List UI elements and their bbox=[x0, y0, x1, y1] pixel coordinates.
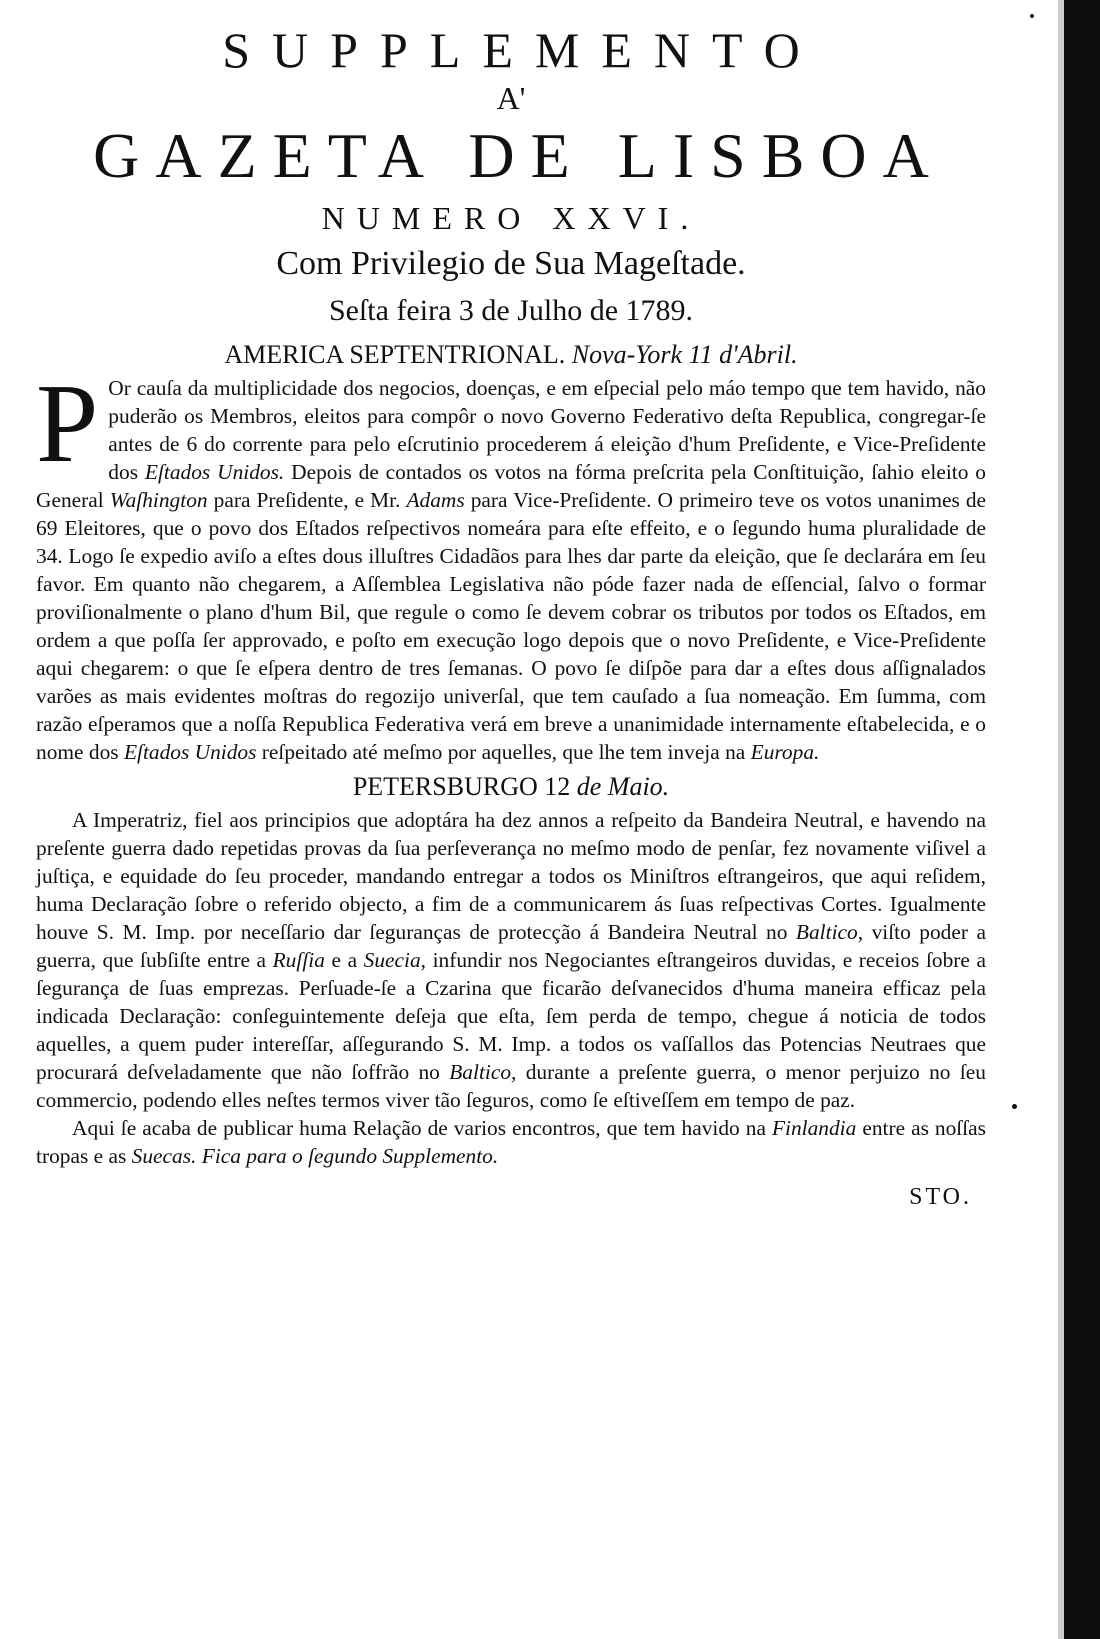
issue-number: NUMERO XXVI. bbox=[321, 200, 701, 236]
heading-region: AMERICA SEPTENTRIONAL. bbox=[224, 340, 566, 369]
italic-run: Adams bbox=[406, 488, 465, 512]
text-run: durante a preſente guerra, o menor perjuizo no ſeu commercio, podendo elles neſtes termos viver tão ſeguros, como ſe eſtiveſſem em tempo de paz. bbox=[36, 1060, 986, 1112]
masthead-supplemento: SUPPLEMENTO bbox=[222, 22, 822, 78]
drop-cap: P bbox=[36, 362, 99, 486]
text-run: reſpeitado até meſmo por aquelles, que lhe tem inveja na bbox=[256, 740, 751, 764]
italic-run: Suecas. bbox=[131, 1144, 197, 1168]
text-run: Or cauſa da multiplicidade dos negocios, doenças, e em eſpecial pelo máo tempo que tem havido, não puderão os Membros, eleitos para compôr o novo Governo Federativo deſta Republica, congregar-ſe antes de 6 do corrente para pelo eſcrutinio procederem á eleição d'hum Preſidente, e Vice-Preſidente dos bbox=[108, 376, 986, 484]
gazette-page bbox=[36, 20, 986, 1211]
text-run: Aqui ſe acaba de publicar huma Relação de varios encontros, que tem havido na bbox=[72, 1116, 772, 1140]
heading-place-date: Nova-York 11 d'Abril. bbox=[571, 340, 798, 369]
article-heading-america bbox=[36, 336, 986, 374]
article-body-america bbox=[36, 362, 987, 766]
article-body-finlandia bbox=[36, 1114, 986, 1170]
text-run: para Preſidente, e Mr. bbox=[207, 488, 407, 512]
italic-run: Eſtados Unidos. bbox=[144, 460, 285, 484]
privilege-line: Com Privilegio de Sua Mageſtade. bbox=[276, 245, 746, 282]
article-heading-petersburgo bbox=[36, 768, 986, 806]
heading-city: PETERSBURGO 12 bbox=[352, 772, 571, 801]
text-run: para Vice-Preſidente. O primeiro teve os votos unanimes de 69 Eleitores, que o povo dos Eſtados reſpectivos nomeára para eſte effeito, e o ſegundo huma pluralidade de 34. Logo ſe expedio aviſo a eſtes dous illuſtres Cidadãos para lhes dar parte da eleição, que ſe declarára em ſeu favor. Em quanto não chegarem, a Aſſemblea Legislativa não póde fazer nada de eſſencial, ſalvo o formar proviſionalmente o plano d'hum Bil, que regule o como ſe devem cobrar os tributos por todos os Eſtados, em ordem a que poſſa ſer approvado, e poſto em execução logo depois que o novo Preſidente, e Vice-Preſidente aqui chegarem: o que ſe eſpera dentro de tres ſemanas. O povo ſe diſpõe para dar a eſtes dous aſſignalados varões as mais evidentes moſtras do regozijo univerſal, que tem cauſado a ſua nomeação. Em ſumma, com razão eſperamos que a noſſa Republica Federativa verá em breve a unanimidade internamente eſtabelecida, e o nome dos bbox=[36, 488, 987, 764]
italic-run: Baltico, bbox=[795, 920, 864, 944]
masthead-title: GAZETA DE LISBOA bbox=[93, 120, 945, 191]
article-body-petersburgo bbox=[36, 806, 986, 1114]
ink-speck bbox=[1030, 14, 1034, 18]
masthead-a: A' bbox=[496, 80, 526, 116]
scan-border bbox=[1064, 0, 1100, 1639]
italic-run: Eſtados Unidos bbox=[123, 740, 257, 764]
catchword: STO. bbox=[909, 1184, 972, 1210]
text-run: entre as noſſas tropas e as bbox=[36, 1116, 986, 1168]
italic-run: Europa. bbox=[750, 740, 820, 764]
italic-run: Waſhington bbox=[109, 488, 208, 512]
italic-run: Baltico, bbox=[449, 1060, 517, 1084]
text-run: viſto poder a guerra, que ſubſiſte entre a bbox=[36, 920, 986, 972]
heading-date: de Maio. bbox=[576, 772, 670, 801]
text-run: e a bbox=[324, 948, 364, 972]
italic-run: Finlandia bbox=[771, 1116, 857, 1140]
text-run: , infundir nos Negociantes eſtrangeiros duvidas, e receios ſobre a ſegurança de ſuas emprezas. Perſuade-ſe a Czarina que ficarão deſvanecidos d'huma maneira efficaz pela indicada Declaração: conſeguintemente deſeja que eſta, ſem perda de tempo, chegue á noticia de todos aquelles, a quem puder intereſſar, aſſegurando S. M. Imp. a todos os vaſſallos das Potencias Neutraes que procurará deſveladamente que não ſoffrão no bbox=[36, 948, 986, 1084]
masthead bbox=[36, 20, 986, 334]
ink-speck bbox=[1012, 1104, 1017, 1109]
text-run: Depois de contados os votos na fórma preſcrita pela Conſtituição, ſahio eleito o General bbox=[36, 460, 986, 512]
text-run: A Imperatriz, fiel aos principios que adoptára ha dez annos a reſpeito da Bandeira Neutral, e havendo na preſente guerra dado repetidas provas da ſua perſeverança no meſmo modo de penſar, fez novamente viſivel a juſtiça, e equidade do ſeu proceder, mandando entregar a todos os Miniſtros eſtrangeiros, que aqui reſidem, huma Declaração ſobre o referido objecto, a fim de a communicarem ás ſuas reſpectivas Cortes. Igualmente houve S. M. Imp. por neceſſario dar ſeguranças de protecção á Bandeira Neutral no bbox=[36, 808, 986, 944]
italic-run: Ruſſia bbox=[272, 948, 325, 972]
issue-date: Seſta feira 3 de Julho de 1789. bbox=[328, 294, 694, 327]
italic-run: Suecia bbox=[363, 948, 421, 972]
italic-run: Fica para o ſegundo Supplemento. bbox=[201, 1144, 499, 1168]
